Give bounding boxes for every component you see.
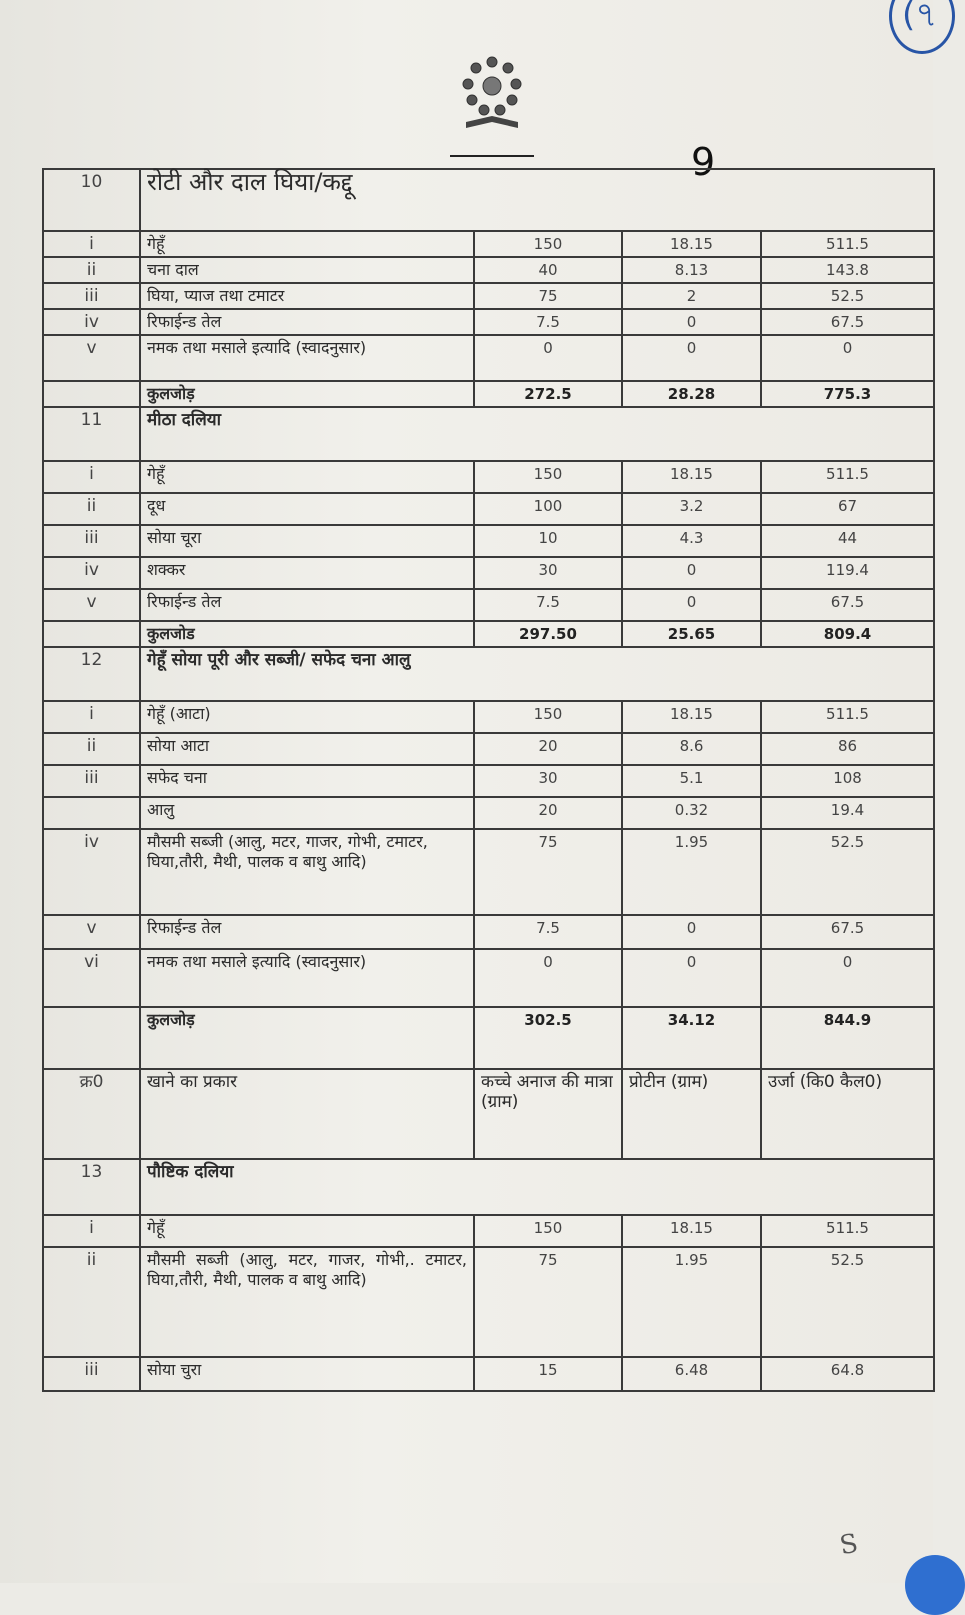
- row-number: [43, 621, 140, 647]
- row-number: i: [43, 231, 140, 257]
- protein-cell: 6.48: [622, 1357, 761, 1391]
- quantity-cell: 30: [474, 557, 622, 589]
- protein-cell: 0: [622, 589, 761, 621]
- energy-cell: 511.5: [761, 231, 934, 257]
- table-row: [43, 257, 934, 283]
- item-name: सफेद चना: [140, 765, 474, 797]
- quantity-cell: 75: [474, 1247, 622, 1357]
- quantity-cell: 150: [474, 231, 622, 257]
- quantity-cell: 150: [474, 1215, 622, 1247]
- quantity-cell: 0: [474, 949, 622, 1007]
- row-number: ii: [43, 493, 140, 525]
- quantity-cell: कच्चे अनाज की मात्रा (ग्राम): [474, 1069, 622, 1159]
- item-name: रिफाईन्ड तेल: [140, 915, 474, 949]
- table-row: [43, 915, 934, 949]
- item-name: गेहूँ: [140, 231, 474, 257]
- row-number: v: [43, 589, 140, 621]
- row-number: iii: [43, 283, 140, 309]
- quantity-cell: 302.5: [474, 1007, 622, 1069]
- total-row: [43, 621, 934, 647]
- row-number: vi: [43, 949, 140, 1007]
- row-number: ii: [43, 1247, 140, 1357]
- table-row: [43, 797, 934, 829]
- energy-cell: 0: [761, 949, 934, 1007]
- header-row: [43, 1069, 934, 1159]
- protein-cell: 8.13: [622, 257, 761, 283]
- protein-cell: 25.65: [622, 621, 761, 647]
- row-number: i: [43, 461, 140, 493]
- protein-cell: 0: [622, 309, 761, 335]
- section-row: [43, 407, 934, 461]
- row-number: iii: [43, 1357, 140, 1391]
- section-row: [43, 169, 934, 231]
- row-number: iv: [43, 557, 140, 589]
- protein-cell: 0.32: [622, 797, 761, 829]
- table-row: [43, 309, 934, 335]
- item-name: मौसमी सब्जी (आलु, मटर, गाजर, गोभी,. टमाटर, घिया,तौरी, मैथी, पालक व बाथु आदि): [140, 1247, 474, 1357]
- quantity-cell: 7.5: [474, 309, 622, 335]
- protein-cell: 4.3: [622, 525, 761, 557]
- energy-cell: उर्जा (कि0 कैल0): [761, 1069, 934, 1159]
- energy-cell: 67: [761, 493, 934, 525]
- energy-cell: 119.4: [761, 557, 934, 589]
- table-row: [43, 461, 934, 493]
- row-number: iii: [43, 525, 140, 557]
- table-row: [43, 231, 934, 257]
- section-row: [43, 1159, 934, 1215]
- item-name: मौसमी सब्जी (आलु, मटर, गाजर, गोभी, टमाटर, घिया,तौरी, मैथी, पालक व बाथु आदि): [140, 829, 474, 915]
- section-number: 11: [43, 407, 140, 461]
- table-row: [43, 493, 934, 525]
- quantity-cell: 150: [474, 461, 622, 493]
- section-number: 12: [43, 647, 140, 701]
- quantity-cell: 20: [474, 733, 622, 765]
- protein-cell: 0: [622, 335, 761, 381]
- energy-cell: 67.5: [761, 589, 934, 621]
- row-number: iii: [43, 765, 140, 797]
- energy-cell: 86: [761, 733, 934, 765]
- energy-cell: 511.5: [761, 701, 934, 733]
- table-row: [43, 525, 934, 557]
- protein-cell: 5.1: [622, 765, 761, 797]
- item-name: सोया आटा: [140, 733, 474, 765]
- quantity-cell: 7.5: [474, 589, 622, 621]
- protein-cell: 2: [622, 283, 761, 309]
- table-row: [43, 335, 934, 381]
- table-row: [43, 557, 934, 589]
- section-title: मीठा दलिया: [140, 407, 934, 461]
- row-number: ii: [43, 733, 140, 765]
- item-name: गेहूँ (आटा): [140, 701, 474, 733]
- table-row: [43, 589, 934, 621]
- energy-cell: 67.5: [761, 915, 934, 949]
- quantity-cell: 297.50: [474, 621, 622, 647]
- quantity-cell: 15: [474, 1357, 622, 1391]
- item-name: आलु: [140, 797, 474, 829]
- quantity-cell: 7.5: [474, 915, 622, 949]
- table-row: [43, 1247, 934, 1357]
- energy-cell: 108: [761, 765, 934, 797]
- quantity-cell: 10: [474, 525, 622, 557]
- section-title: पौष्टिक दलिया: [140, 1159, 934, 1215]
- row-number: [43, 1007, 140, 1069]
- energy-cell: 511.5: [761, 461, 934, 493]
- item-name: गेहूँ: [140, 1215, 474, 1247]
- energy-cell: 67.5: [761, 309, 934, 335]
- row-number: iv: [43, 829, 140, 915]
- total-row: [43, 1007, 934, 1069]
- item-name: सोया चूरा: [140, 525, 474, 557]
- item-name: शक्कर: [140, 557, 474, 589]
- table-row: [43, 1215, 934, 1247]
- item-name: रिफाईन्ड तेल: [140, 589, 474, 621]
- section-number: 13: [43, 1159, 140, 1215]
- row-number: v: [43, 335, 140, 381]
- protein-cell: 0: [622, 557, 761, 589]
- row-number: v: [43, 915, 140, 949]
- total-row: [43, 381, 934, 407]
- table-row: [43, 701, 934, 733]
- energy-cell: 19.4: [761, 797, 934, 829]
- protein-cell: 1.95: [622, 829, 761, 915]
- item-name: कुलजोड: [140, 621, 474, 647]
- quantity-cell: 100: [474, 493, 622, 525]
- row-number: क्र0: [43, 1069, 140, 1159]
- energy-cell: 809.4: [761, 621, 934, 647]
- signature: S: [837, 1528, 861, 1562]
- protein-cell: 0: [622, 915, 761, 949]
- protein-cell: 34.12: [622, 1007, 761, 1069]
- nutrition-table: [42, 168, 935, 1392]
- row-number: [43, 381, 140, 407]
- item-name: खाने का प्रकार: [140, 1069, 474, 1159]
- item-name: नमक तथा मसाले इत्यादि (स्वादनुसार): [140, 335, 474, 381]
- protein-cell: 0: [622, 949, 761, 1007]
- table-row: [43, 733, 934, 765]
- energy-cell: 143.8: [761, 257, 934, 283]
- table-row: [43, 829, 934, 915]
- row-number: [43, 797, 140, 829]
- row-number: iv: [43, 309, 140, 335]
- protein-cell: 3.2: [622, 493, 761, 525]
- quantity-cell: 30: [474, 765, 622, 797]
- energy-cell: 511.5: [761, 1215, 934, 1247]
- row-number: i: [43, 1215, 140, 1247]
- energy-cell: 775.3: [761, 381, 934, 407]
- page-number: 9: [691, 140, 716, 184]
- item-name: सोया चुरा: [140, 1357, 474, 1391]
- row-number: i: [43, 701, 140, 733]
- item-name: नमक तथा मसाले इत्यादि (स्वादनुसार): [140, 949, 474, 1007]
- quantity-cell: 40: [474, 257, 622, 283]
- item-name: रिफाईन्ड तेल: [140, 309, 474, 335]
- item-name: कुलजोड़: [140, 381, 474, 407]
- energy-cell: 52.5: [761, 1247, 934, 1357]
- item-name: दूध: [140, 493, 474, 525]
- row-number: ii: [43, 257, 140, 283]
- protein-cell: 18.15: [622, 701, 761, 733]
- section-title: रोटी और दाल घिया/कद्दू: [140, 169, 934, 231]
- item-name: चना दाल: [140, 257, 474, 283]
- section-number: 10: [43, 169, 140, 231]
- quantity-cell: 20: [474, 797, 622, 829]
- corner-annotation-text: (৭: [902, 0, 938, 35]
- item-name: घिया, प्याज तथा टमाटर: [140, 283, 474, 309]
- quantity-cell: 150: [474, 701, 622, 733]
- protein-cell: 18.15: [622, 461, 761, 493]
- table-row: [43, 1357, 934, 1391]
- item-name: कुलजोड़: [140, 1007, 474, 1069]
- quantity-cell: 75: [474, 283, 622, 309]
- protein-cell: 18.15: [622, 231, 761, 257]
- scheme-logo: [446, 50, 538, 160]
- protein-cell: 18.15: [622, 1215, 761, 1247]
- energy-cell: 52.5: [761, 829, 934, 915]
- table-row: [43, 283, 934, 309]
- quantity-cell: 0: [474, 335, 622, 381]
- section-row: [43, 647, 934, 701]
- quantity-cell: 75: [474, 829, 622, 915]
- item-name: गेहूँ: [140, 461, 474, 493]
- table-row: [43, 765, 934, 797]
- energy-cell: 844.9: [761, 1007, 934, 1069]
- section-title: गेहूँ सोया पूरी और सब्जी/ सफेद चना आलु: [140, 647, 934, 701]
- protein-cell: प्रोटीन (ग्राम): [622, 1069, 761, 1159]
- protein-cell: 8.6: [622, 733, 761, 765]
- energy-cell: 0: [761, 335, 934, 381]
- corner-button[interactable]: [905, 1555, 965, 1615]
- table-row: [43, 949, 934, 1007]
- protein-cell: 28.28: [622, 381, 761, 407]
- energy-cell: 64.8: [761, 1357, 934, 1391]
- quantity-cell: 272.5: [474, 381, 622, 407]
- protein-cell: 1.95: [622, 1247, 761, 1357]
- energy-cell: 44: [761, 525, 934, 557]
- energy-cell: 52.5: [761, 283, 934, 309]
